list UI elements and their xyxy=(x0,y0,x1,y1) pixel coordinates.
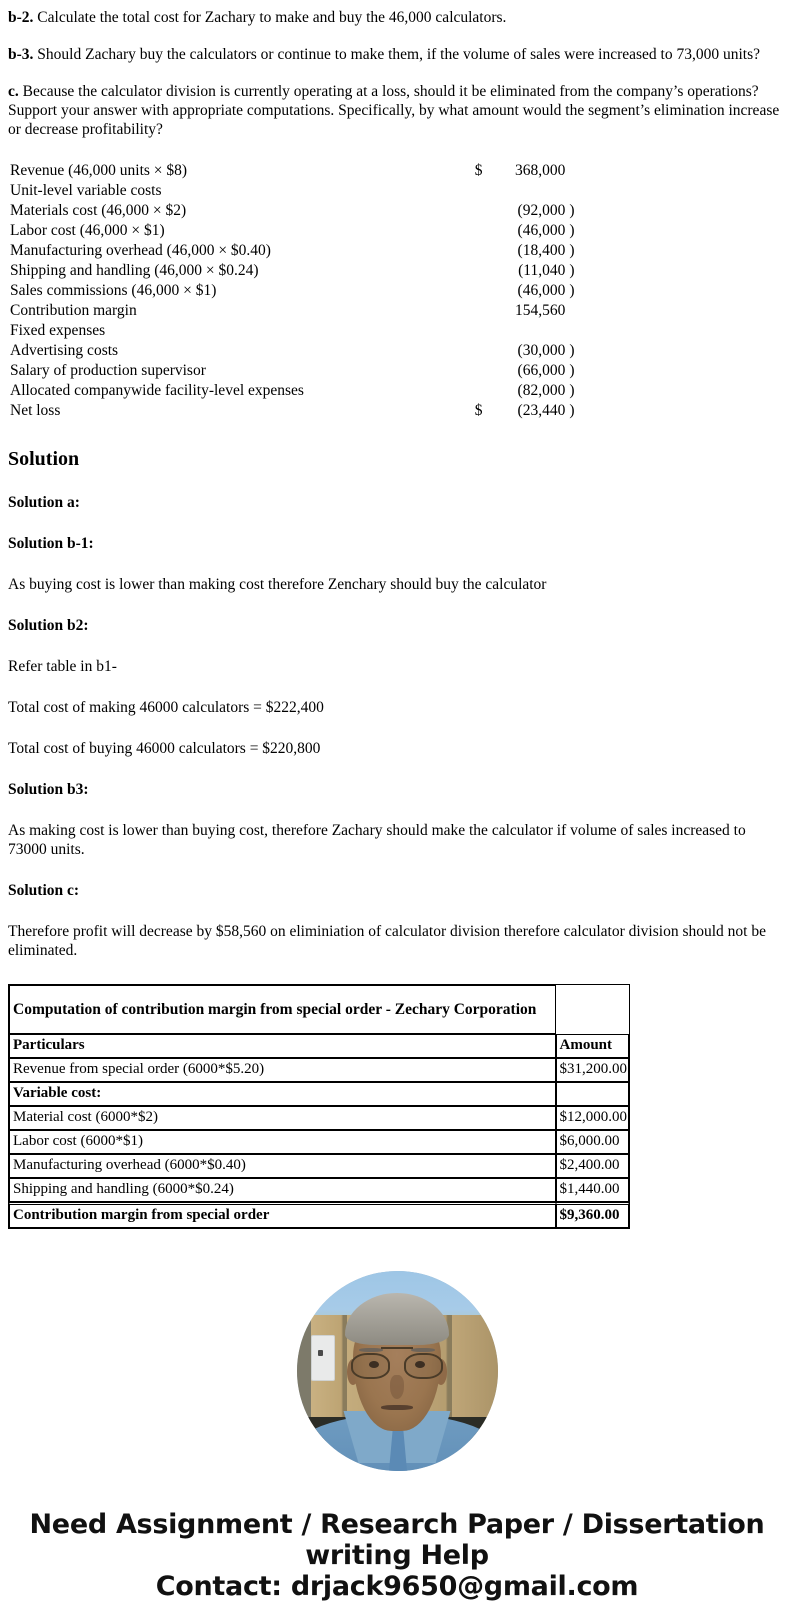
avatar-background-switch-plate xyxy=(311,1335,335,1381)
computation-table-body xyxy=(9,985,629,1228)
computation-table-wrapper xyxy=(0,984,794,1229)
stmt-value xyxy=(496,181,565,201)
stmt-value: 154,560 xyxy=(514,302,566,319)
table-row xyxy=(8,241,583,261)
question-c-label: c. xyxy=(8,83,19,100)
header-amount: Amount xyxy=(556,1034,629,1058)
solution-text-buying-cost: Total cost of buying 46000 calculators = $220,800 xyxy=(8,740,321,757)
stmt-paren: ) xyxy=(569,382,575,399)
avatar-lens-right xyxy=(404,1353,443,1379)
stmt-value: (46,000 xyxy=(517,222,566,239)
stmt-value: (92,000 xyxy=(517,202,566,219)
stmt-currency xyxy=(473,321,496,341)
computation-table-title: Computation of contribution margin from special order - Zechary Corporation xyxy=(9,985,556,1034)
stmt-currency xyxy=(473,241,496,261)
question-c-text: Because the calculator division is currently operating at a loss, should it be eliminated from the company’s operations? Support your answer with appropriate computations. Specifically, by what amount would the segment’s elimination increase or decrease profitability? xyxy=(8,83,780,138)
solution-text-b3: As making cost is lower than buying cost, therefore Zachary should make the calculator if volume of sales increased to 73000 units. xyxy=(8,822,746,858)
row-label: Revenue from special order (6000*$5.20) xyxy=(9,1058,556,1082)
row-amount: $2,400.00 xyxy=(556,1154,629,1178)
table-row xyxy=(9,1130,629,1154)
computation-table-title-spacer xyxy=(556,985,629,1034)
computation-table xyxy=(8,984,630,1229)
stmt-currency xyxy=(473,281,496,301)
footer xyxy=(0,1509,794,1618)
stmt-value: (23,440 xyxy=(517,402,566,419)
stmt-paren: ) xyxy=(569,202,575,219)
stmt-currency xyxy=(473,341,496,361)
table-row xyxy=(8,361,583,381)
table-row xyxy=(8,181,583,201)
table-row xyxy=(8,381,583,401)
stmt-label: Revenue (46,000 units × $8) xyxy=(10,162,188,179)
stmt-label: Net loss xyxy=(10,402,61,419)
row-label: Material cost (6000*$2) xyxy=(9,1106,556,1130)
row-label: Variable cost: xyxy=(9,1082,556,1106)
question-b2 xyxy=(8,8,786,27)
table-row xyxy=(8,261,583,281)
stmt-label: Salary of production supervisor xyxy=(10,362,206,379)
table-row xyxy=(8,341,583,361)
table-row xyxy=(8,201,583,221)
avatar-mouth xyxy=(381,1405,413,1410)
avatar-glasses-bridge xyxy=(381,1347,413,1349)
stmt-currency xyxy=(473,221,496,241)
stmt-paren xyxy=(565,321,583,341)
question-b3-text: Should Zachary buy the calculators or continue to make them, if the volume of sales were increased to 73,000 units? xyxy=(33,46,760,63)
stmt-paren: ) xyxy=(569,222,575,239)
table-row xyxy=(8,401,583,421)
question-b2-text: Calculate the total cost for Zachary to make and buy the 46,000 calculators. xyxy=(33,9,507,26)
income-statement-body xyxy=(8,161,583,421)
stmt-paren: ) xyxy=(569,402,575,419)
footer-headline: Need Assignment / Research Paper / Dissertation writing Help xyxy=(29,1509,765,1571)
stmt-value: (18,400 xyxy=(517,242,566,259)
stmt-value: (82,000 xyxy=(517,382,566,399)
stmt-currency: $ xyxy=(474,162,483,179)
solution-text-b2-refer: Refer table in b1- xyxy=(8,658,117,675)
stmt-label: Shipping and handling (46,000 × $0.24) xyxy=(10,262,259,279)
income-statement xyxy=(0,161,794,421)
table-row xyxy=(8,281,583,301)
stmt-label: Sales commissions (46,000 × $1) xyxy=(10,282,217,299)
solution-text-b1: As buying cost is lower than making cost therefore Zenchary should buy the calculator xyxy=(8,576,547,593)
stmt-label: Materials cost (46,000 × $2) xyxy=(10,202,187,219)
row-amount: $6,000.00 xyxy=(556,1130,629,1154)
stmt-label: Allocated companywide facility-level expenses xyxy=(10,382,304,399)
stmt-paren xyxy=(565,181,583,201)
stmt-currency xyxy=(473,201,496,221)
stmt-value: (30,000 xyxy=(517,342,566,359)
stmt-paren: ) xyxy=(569,342,575,359)
row-amount: $12,000.00 xyxy=(556,1106,629,1130)
table-header-row xyxy=(9,1034,629,1058)
solution-heading-c: Solution c: xyxy=(8,882,80,899)
table-row xyxy=(8,321,583,341)
avatar-lens-left xyxy=(351,1353,390,1379)
row-amount: $31,200.00 xyxy=(556,1058,629,1082)
question-block xyxy=(0,0,794,139)
solution-heading-b3: Solution b3: xyxy=(8,781,89,798)
solution-heading-a: Solution a: xyxy=(8,494,80,511)
question-b3 xyxy=(8,45,786,64)
stmt-paren xyxy=(565,301,583,321)
stmt-value: (46,000 xyxy=(517,282,566,299)
row-label: Manufacturing overhead (6000*$0.40) xyxy=(9,1154,556,1178)
stmt-paren: ) xyxy=(569,362,575,379)
avatar xyxy=(297,1271,498,1471)
stmt-paren: ) xyxy=(569,282,575,299)
solution-text-c: Therefore profit will decrease by $58,560 on eliminiation of calculator division therefore calculator division should not be eliminated. xyxy=(8,923,766,959)
row-label: Shipping and handling (6000*$0.24) xyxy=(9,1178,556,1202)
solution-heading-b2: Solution b2: xyxy=(8,617,89,634)
stmt-label: Labor cost (46,000 × $1) xyxy=(10,222,165,239)
total-label: Contribution margin from special order xyxy=(9,1202,556,1228)
stmt-label: Advertising costs xyxy=(10,342,119,359)
solution-title: Solution xyxy=(8,448,80,470)
stmt-currency xyxy=(473,361,496,381)
stmt-label: Manufacturing overhead (46,000 × $0.40) xyxy=(10,242,271,259)
question-b3-label: b-3. xyxy=(8,46,34,63)
stmt-value: (66,000 xyxy=(517,362,566,379)
income-statement-table xyxy=(8,161,583,421)
table-row xyxy=(8,301,583,321)
avatar-nose xyxy=(390,1375,404,1399)
table-row-title xyxy=(9,985,629,1034)
stmt-label: Fixed expenses xyxy=(10,322,106,339)
stmt-currency xyxy=(473,381,496,401)
table-row xyxy=(9,1058,629,1082)
solution-section xyxy=(0,447,794,960)
table-row-total xyxy=(9,1202,629,1228)
stmt-value xyxy=(496,321,565,341)
table-row xyxy=(8,161,583,181)
row-label: Labor cost (6000*$1) xyxy=(9,1130,556,1154)
table-row xyxy=(9,1106,629,1130)
solution-text-making-cost: Total cost of making 46000 calculators = $222,400 xyxy=(8,699,324,716)
table-row xyxy=(9,1154,629,1178)
table-row xyxy=(9,1178,629,1202)
question-b2-label: b-2. xyxy=(8,9,34,26)
question-c xyxy=(8,82,786,139)
footer-contact: Contact: drjack9650@gmail.com xyxy=(155,1571,639,1602)
table-row xyxy=(8,221,583,241)
stmt-value: (11,040 xyxy=(518,262,566,279)
row-amount xyxy=(556,1082,629,1106)
stmt-currency xyxy=(473,261,496,281)
stmt-paren: ) xyxy=(569,242,575,259)
stmt-label: Unit-level variable costs xyxy=(10,182,162,199)
table-row xyxy=(9,1082,629,1106)
header-particulars: Particulars xyxy=(9,1034,556,1058)
row-amount: $1,440.00 xyxy=(556,1178,629,1202)
solution-heading-b1: Solution b-1: xyxy=(8,535,94,552)
stmt-currency xyxy=(473,181,496,201)
photo-area xyxy=(0,1271,794,1471)
stmt-label: Contribution margin xyxy=(10,302,137,319)
total-amount: $9,360.00 xyxy=(556,1202,629,1228)
stmt-paren: ) xyxy=(569,262,575,279)
stmt-value: 368,000 xyxy=(514,162,566,179)
stmt-currency: $ xyxy=(474,402,483,419)
stmt-paren xyxy=(565,161,583,181)
stmt-currency xyxy=(473,301,496,321)
